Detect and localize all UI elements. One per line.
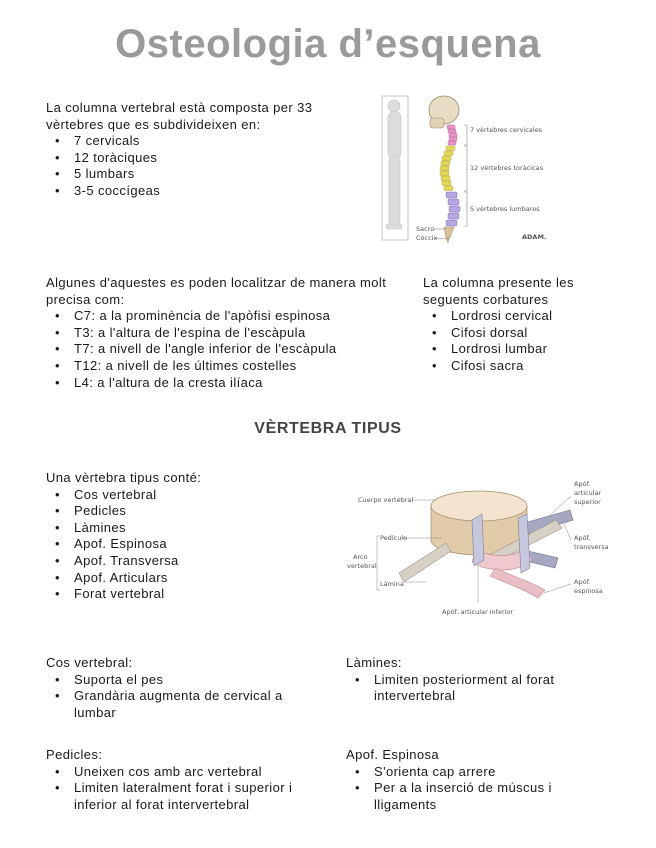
- inferior-articular-label: Apóf. articular inferior: [442, 608, 514, 616]
- list-item: • Pedicles: [46, 503, 306, 520]
- cos-list: [46, 672, 316, 722]
- sup-art-label-3: superior: [574, 498, 601, 506]
- list-item: • Apof. Espinosa: [46, 536, 306, 553]
- list-item: • S'orienta cap arrere: [346, 764, 586, 781]
- list-item: • T7: a nivell de l'angle inferior de l'escàpula: [46, 341, 411, 358]
- list-item: • C7: a la prominència de l'apòfisi espinosa: [46, 308, 411, 325]
- list-item: • Per a la inserció de múscus i lligaments: [346, 780, 586, 813]
- spinous-process: [490, 568, 545, 598]
- vertebra-parts-list: [46, 487, 306, 603]
- coccyx-bone: [446, 238, 449, 243]
- vertebra-text: Una vèrtebra tipus conté:: [46, 470, 202, 485]
- landmarks-list: [46, 308, 411, 391]
- body-silhouette: [386, 100, 402, 229]
- pedicle-label: Pedículo: [380, 534, 408, 542]
- section-title: VÈRTEBRA TIPUS: [254, 420, 402, 437]
- curvatures-block: [423, 275, 623, 375]
- list-item: • Suporta el pes: [46, 672, 316, 689]
- spine-figure: [374, 92, 564, 244]
- arch-label-2: vertebral: [347, 562, 377, 570]
- page-title: Osteologia d’esquena: [115, 22, 541, 66]
- list-item: • Lordrosi cervical: [423, 308, 623, 325]
- list-item: • 12 toràciques: [46, 150, 356, 167]
- list-item: • 5 lumbars: [46, 166, 356, 183]
- list-item: • Lordrosi lumbar: [423, 341, 623, 358]
- list-item: • T3: a l'altura de l'espina de l'escàpula: [46, 325, 411, 342]
- cervical-vertebrae: [447, 125, 457, 145]
- sacrum-bone: [444, 227, 454, 238]
- thoracic-label: 12 vèrtebres toràcicas: [470, 164, 544, 172]
- list-item: • Limiten lateralment forat i superior i inferior al forat intervertebral: [46, 780, 336, 813]
- spin-label-2: espinosa: [574, 587, 603, 595]
- lamina-label: Lámina: [380, 580, 404, 588]
- list-item: • Cifosi dorsal: [423, 325, 623, 342]
- vertebral-column: [440, 125, 460, 243]
- list-item: • 3-5 coccígeas: [46, 183, 356, 200]
- curvatures-list: [423, 308, 623, 374]
- lamines-list: [346, 672, 571, 705]
- spin-label-1: Apóf.: [574, 578, 591, 586]
- list-item: • T12: a nivell de les últimes costelles: [46, 358, 411, 375]
- lamines-block: [346, 655, 571, 705]
- vertebra-parts-block: [46, 470, 306, 603]
- espinosa-heading: Apof. Espinosa: [346, 747, 440, 762]
- coccyx-label: Cóccix: [416, 234, 438, 242]
- intro-text: La columna vertebral està composta per 33 vèrtebres que es subdivideixen en:: [46, 100, 313, 132]
- list-item: • Uneixen cos amb arc vertebral: [46, 764, 336, 781]
- list-item: • Forat vertebral: [46, 586, 306, 603]
- jaw: [430, 118, 444, 128]
- sup-art-label-2: articular: [574, 489, 602, 497]
- vertebra-figure: [336, 458, 626, 623]
- lamines-heading: Làmines:: [346, 655, 402, 670]
- body-label: Cuerpo vertebral: [358, 496, 414, 504]
- cervical-label: 7 vèrtebres cervicales: [470, 126, 543, 134]
- thoracic-vertebrae: [440, 146, 455, 191]
- sup-art-label-1: Apóf.: [574, 480, 591, 488]
- list-item: • Grandària augmenta de cervical a lumbar: [46, 688, 316, 721]
- list-item: • Cos vertebral: [46, 487, 306, 504]
- pedicles-heading: Pedicles:: [46, 747, 103, 762]
- curvatures-text: La columna presente les seguents corbatures: [423, 275, 574, 307]
- list-item: • Làmines: [46, 520, 306, 537]
- landmarks-text: Algunes d'aquestes es poden localitzar de manera molt precisa com:: [46, 275, 387, 307]
- list-item: • L4: a l'altura de la cresta ilíaca: [46, 375, 411, 392]
- list-item: • 7 cervicals: [46, 133, 356, 150]
- vertebra-count-list: [46, 133, 356, 199]
- list-item: • Apof. Articulars: [46, 570, 306, 587]
- landmarks-block: [46, 275, 411, 391]
- pedicles-block: [46, 747, 336, 813]
- espinosa-list: [346, 764, 586, 814]
- pedicles-list: [46, 764, 336, 814]
- list-item: • Apof. Transversa: [46, 553, 306, 570]
- cos-heading: Cos vertebral:: [46, 655, 133, 670]
- list-item: • Cifosi sacra: [423, 358, 623, 375]
- sacrum-label: Sacro: [416, 225, 435, 233]
- lumbar-label: 5 vèrtebres lumbares: [470, 205, 540, 213]
- brand-logo: ADAM.: [522, 233, 547, 241]
- cos-vertebral-block: [46, 655, 316, 721]
- list-item: • Limiten posteriorment al forat intervertebral: [346, 672, 571, 705]
- trans-label-2: transversa: [574, 543, 609, 551]
- espinosa-block: [346, 747, 586, 813]
- lumbar-vertebrae: [446, 192, 460, 226]
- arch-label-1: Arco: [353, 553, 368, 561]
- intro-block: [46, 100, 356, 200]
- trans-label-1: Apóf.: [574, 534, 591, 542]
